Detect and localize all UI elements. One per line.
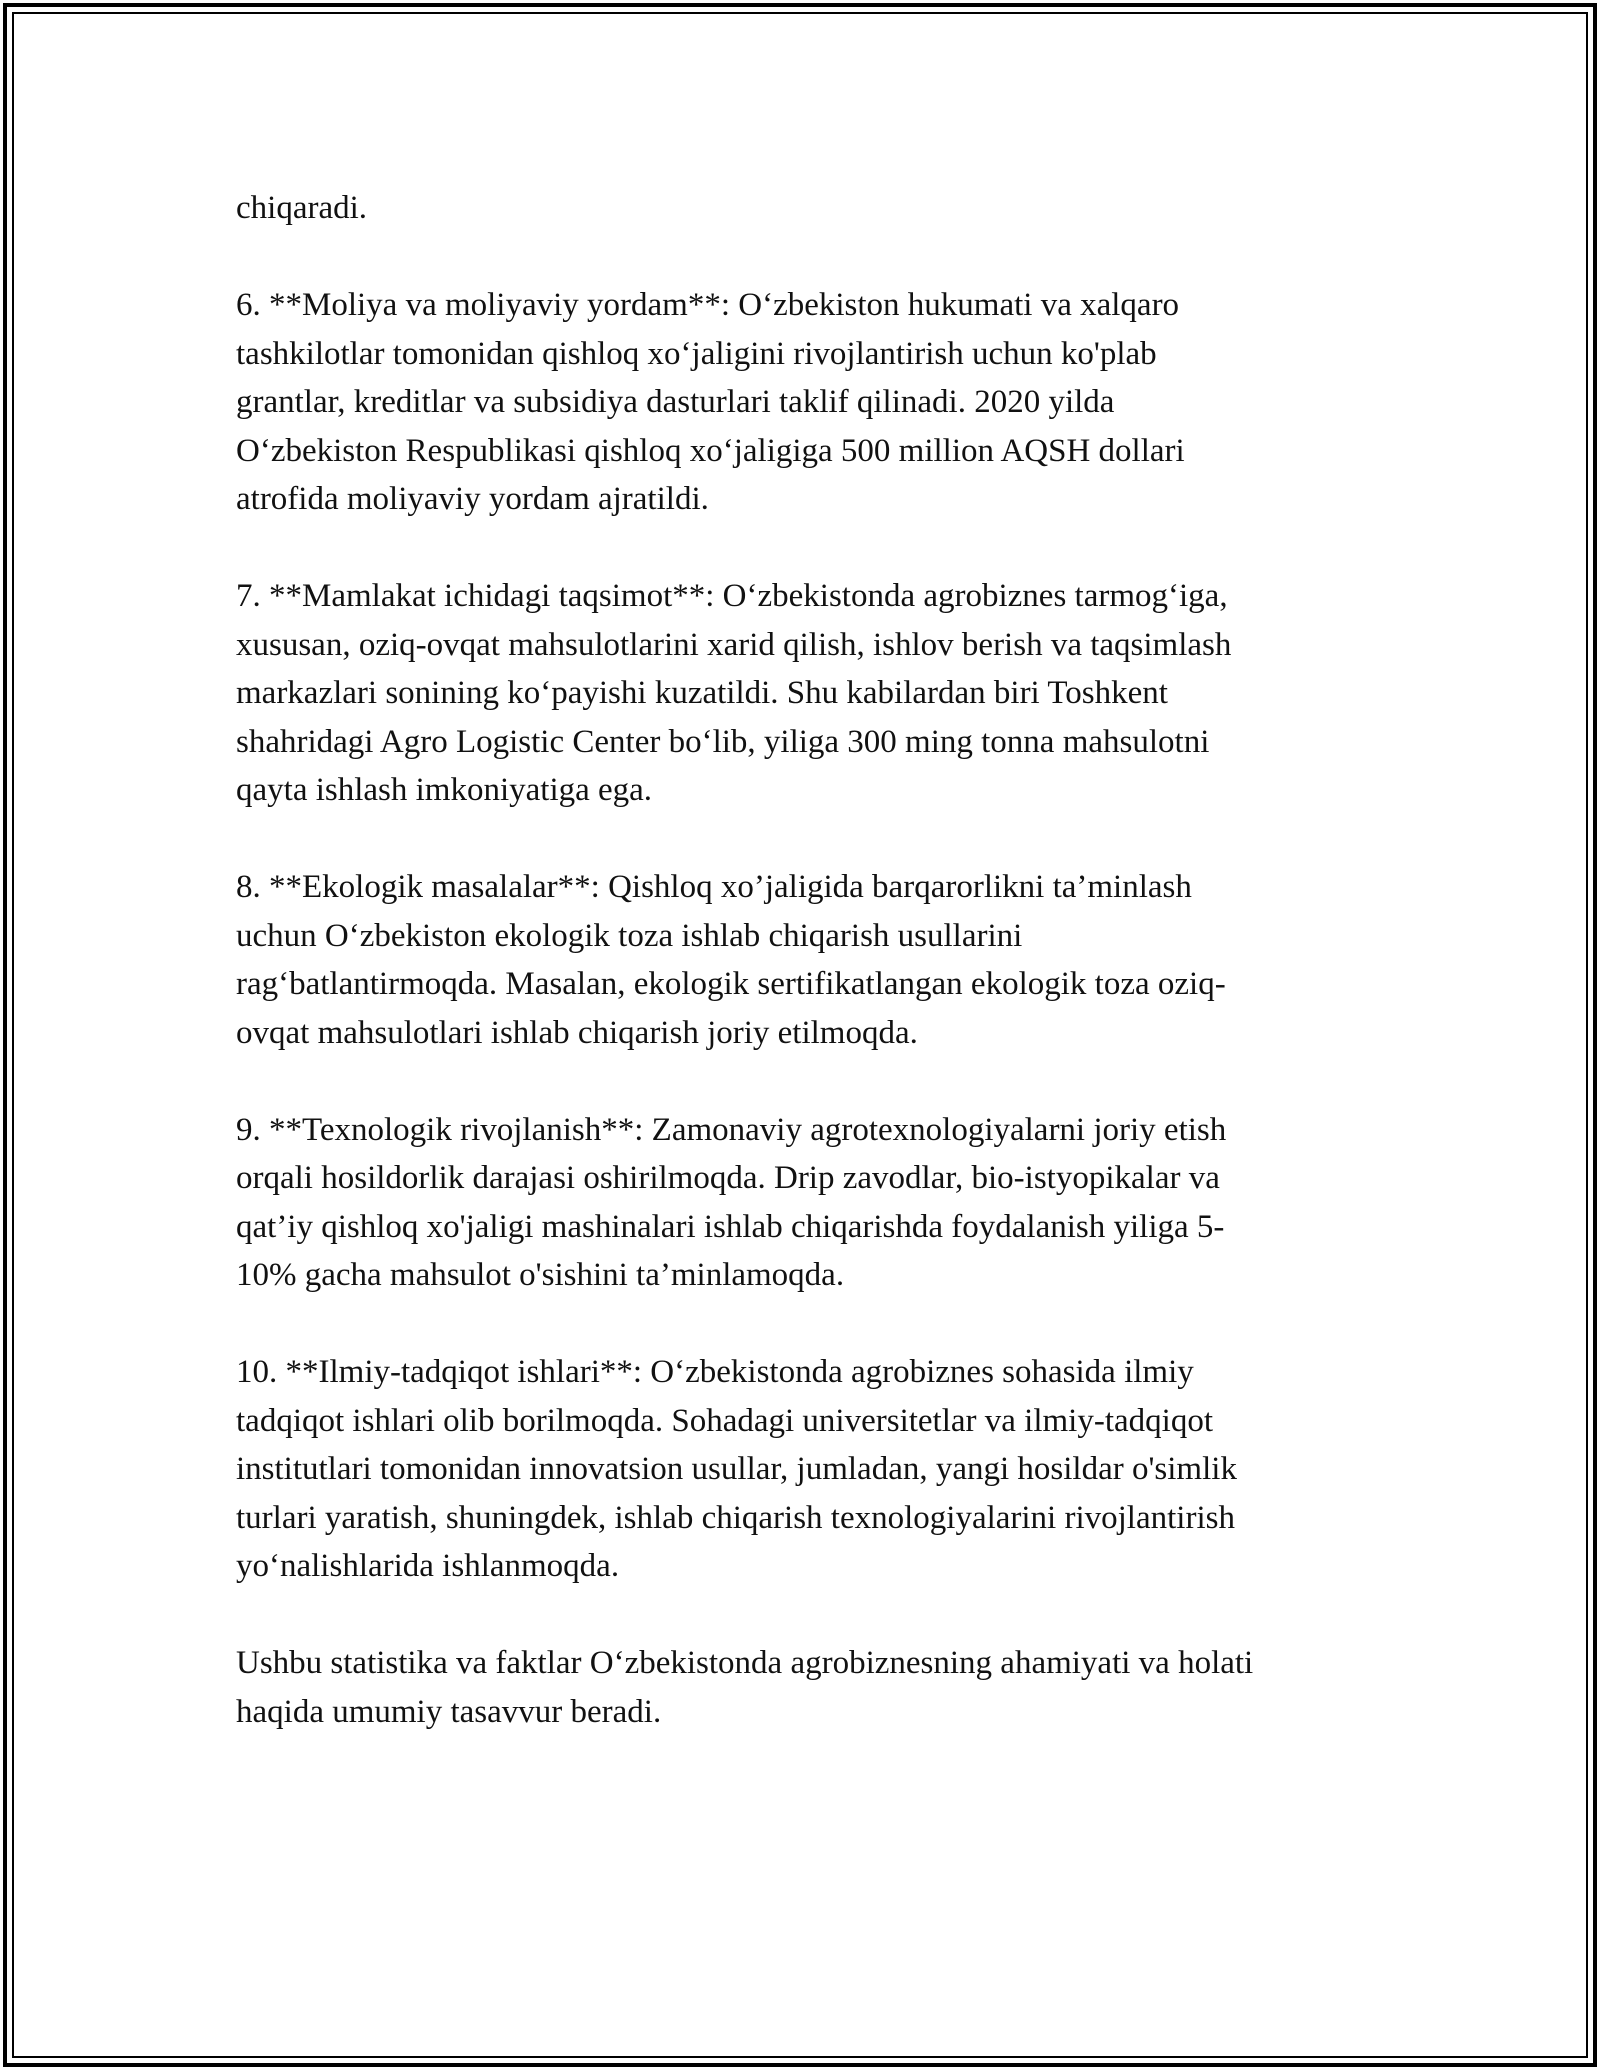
text-line: O‘zbekiston Respublikasi qishloq xo‘jaligiga 500 million AQSH dollari <box>236 432 1185 469</box>
text-line: 7. **Mamlakat ichidagi taqsimot**: O‘zbekistonda agrobiznes tarmog‘iga, <box>236 578 1228 614</box>
paragraph-intro-tail <box>236 184 1376 233</box>
paragraph-conclusion <box>236 1639 1376 1736</box>
text-line: rag‘batlantirmoqda. Masalan, ekologik sertifikatlangan ekologik toza oziq- <box>236 966 1226 1002</box>
text-line: yo‘nalishlarida ishlanmoqda. <box>236 1548 620 1584</box>
paragraph-item-6 <box>236 281 1376 524</box>
text-line: orqali hosildorlik darajasi oshirilmoqda. Drip zavodlar, bio-istyopikalar va <box>236 1160 1220 1196</box>
text-line: atrofida moliyaviy yordam ajratildi. <box>236 481 709 517</box>
text-line: tashkilotlar tomonidan qishloq xo‘jaligini rivojlantirish uchun ko'plab <box>236 335 1157 372</box>
text-line: markazlari sonining ko‘payishi kuzatildi. Shu kabilardan biri Toshkent <box>236 675 1168 711</box>
text-line: chiqaradi. <box>236 190 368 226</box>
paragraph-item-7 <box>236 572 1376 815</box>
text-line: institutlari tomonidan innovatsion usullar, jumladan, yangi hosildar o'simlik <box>236 1451 1237 1487</box>
text-line: 10. **Ilmiy-tadqiqot ishlari**: O‘zbekistonda agrobiznes sohasida ilmiy <box>236 1354 1194 1390</box>
text-line: shahridagi Agro Logistic Center bo‘lib, yiliga 300 ming tonna mahsulotni <box>236 723 1210 760</box>
text-line: 6. **Moliya va moliyaviy yordam**: O‘zbekiston hukumati va xalqaro <box>236 287 1180 323</box>
text-line: ovqat mahsulotlari ishlab chiqarish joriy etilmoqda. <box>236 1014 918 1051</box>
text-line: Ushbu statistika va faktlar O‘zbekistonda agrobiznesning ahamiyati va holati <box>236 1645 1254 1681</box>
text-line: qayta ishlash imkoniyatiga ega. <box>236 772 653 808</box>
text-line: turlari yaratish, shuningdek, ishlab chiqarish texnologiyalarini rivojlantirish <box>236 1499 1235 1536</box>
text-line: 10% gacha mahsulot o'sishini ta’minlamoqda. <box>236 1257 845 1293</box>
paragraph-item-10 <box>236 1348 1376 1591</box>
text-line: haqida umumiy tasavvur beradi. <box>236 1693 662 1730</box>
text-line: tadqiqot ishlari olib borilmoqda. Sohadagi universitetlar va ilmiy-tadqiqot <box>236 1402 1213 1439</box>
paragraph-item-9 <box>236 1106 1376 1300</box>
text-line: 9. **Texnologik rivojlanish**: Zamonaviy agrotexnologiyalarni joriy etish <box>236 1111 1227 1148</box>
text-line: uchun O‘zbekiston ekologik toza ishlab chiqarish usullarini <box>236 917 1023 954</box>
text-line: xususan, oziq-ovqat mahsulotlarini xarid qilish, ishlov berish va taqsimlash <box>236 626 1232 663</box>
document-body <box>236 184 1376 1785</box>
text-line: qat’iy qishloq xo'jaligi mashinalari ishlab chiqarishda foydalanish yiliga 5- <box>236 1208 1225 1245</box>
paragraph-item-8 <box>236 863 1376 1057</box>
text-line: grantlar, kreditlar va subsidiya dasturlari taklif qilinadi. 2020 yilda <box>236 384 1115 420</box>
text-line: 8. **Ekologik masalalar**: Qishloq xo’jaligida barqarorlikni ta’minlash <box>236 869 1192 905</box>
